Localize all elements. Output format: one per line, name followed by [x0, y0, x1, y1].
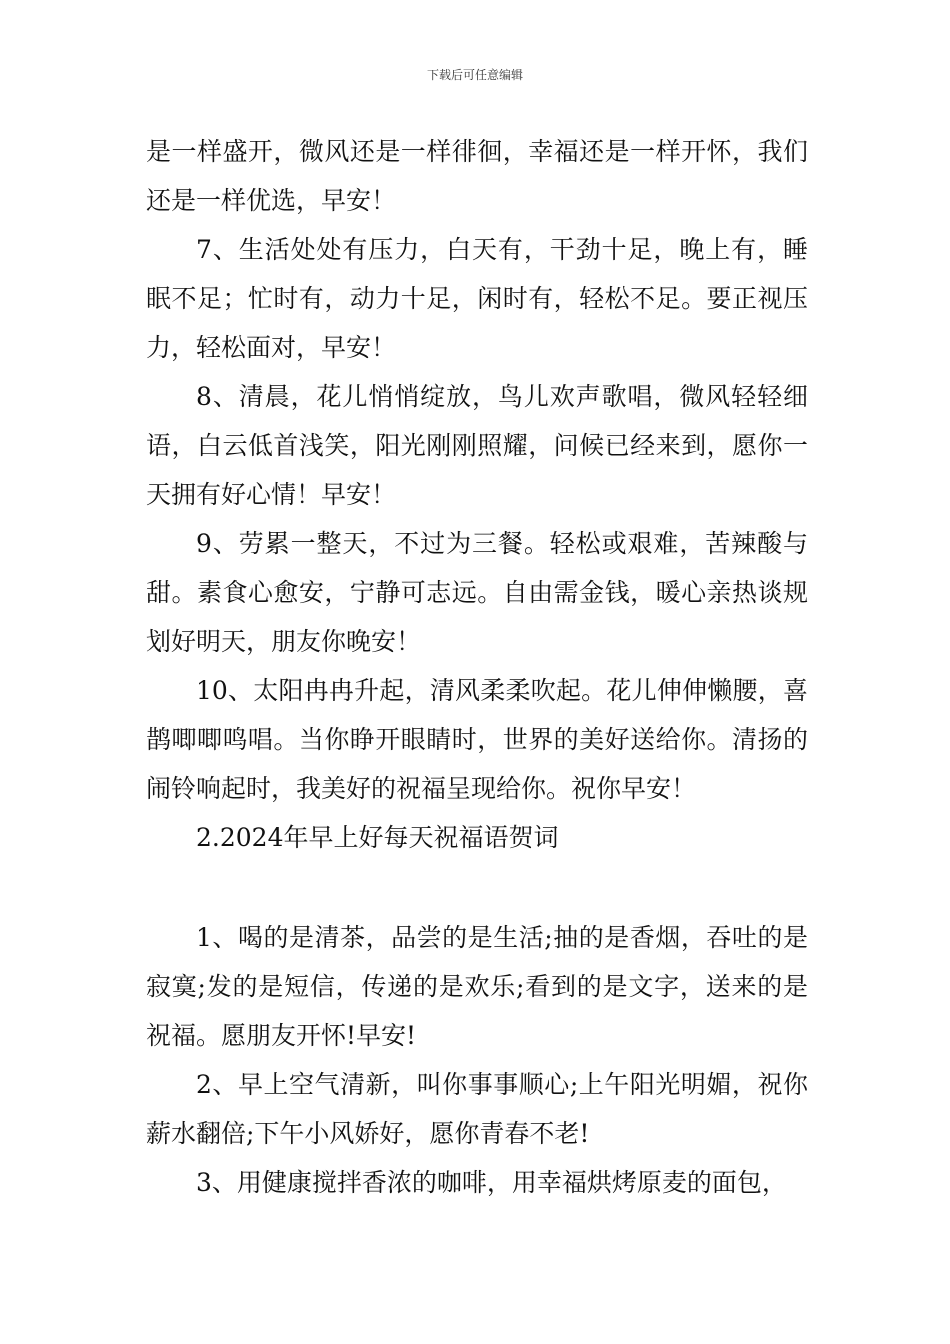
paragraph-item-7: 7、生活处处有压力，白天有，干劲十足，晚上有，睡眠不足；忙时有，动力十足，闲时有，轻松不足。要正视压力，轻松面对，早安！: [146, 235, 808, 362]
section-paragraph-3: 3、用健康搅拌香浓的咖啡，用幸福烘烤原麦的面包，: [196, 1168, 787, 1197]
paragraph-item-10: 10、太阳冉冉升起，清风柔柔吹起。花儿伸伸懒腰，喜鹊唧唧鸣唱。当你睁开眼睛时，世界的美好送给你。清扬的闹铃响起时，我美好的祝福呈现给你。祝你早安！: [146, 676, 808, 803]
section-gap: [146, 862, 808, 913]
section-paragraph-1: 1、喝的是清茶，品尝的是生活;抽的是香烟，吞吐的是寂寞;发的是短信，传递的是欢乐;看到的是文字，送来的是祝福。愿朋友开怀!早安!: [146, 923, 808, 1050]
section-paragraph-2: 2、早上空气清新，叫你事事顺心;上午阳光明媚，祝你薪水翻倍;下午小风娇好，愿你青春不老!: [146, 1070, 808, 1148]
document-body: [146, 127, 808, 1207]
page-header-note: 下载后可任意编辑: [426, 68, 523, 82]
section-heading: 2.2024年早上好每天祝福语贺词: [196, 823, 559, 852]
paragraph-item-9: 9、劳累一整天，不过为三餐。轻松或艰难，苦辣酸与甜。素食心愈安，宁静可志远。自由需金钱，暖心亲热谈规划好明天，朋友你晚安！: [146, 529, 808, 656]
paragraph-item-8: 8、清晨，花儿悄悄绽放，鸟儿欢声歌唱，微风轻轻细语，白云低首浅笑，阳光刚刚照耀，问候已经来到，愿你一天拥有好心情！早安！: [146, 382, 808, 509]
paragraph-continuation: 是一样盛开，微风还是一样徘徊，幸福还是一样开怀，我们还是一样优选，早安！: [146, 137, 808, 215]
